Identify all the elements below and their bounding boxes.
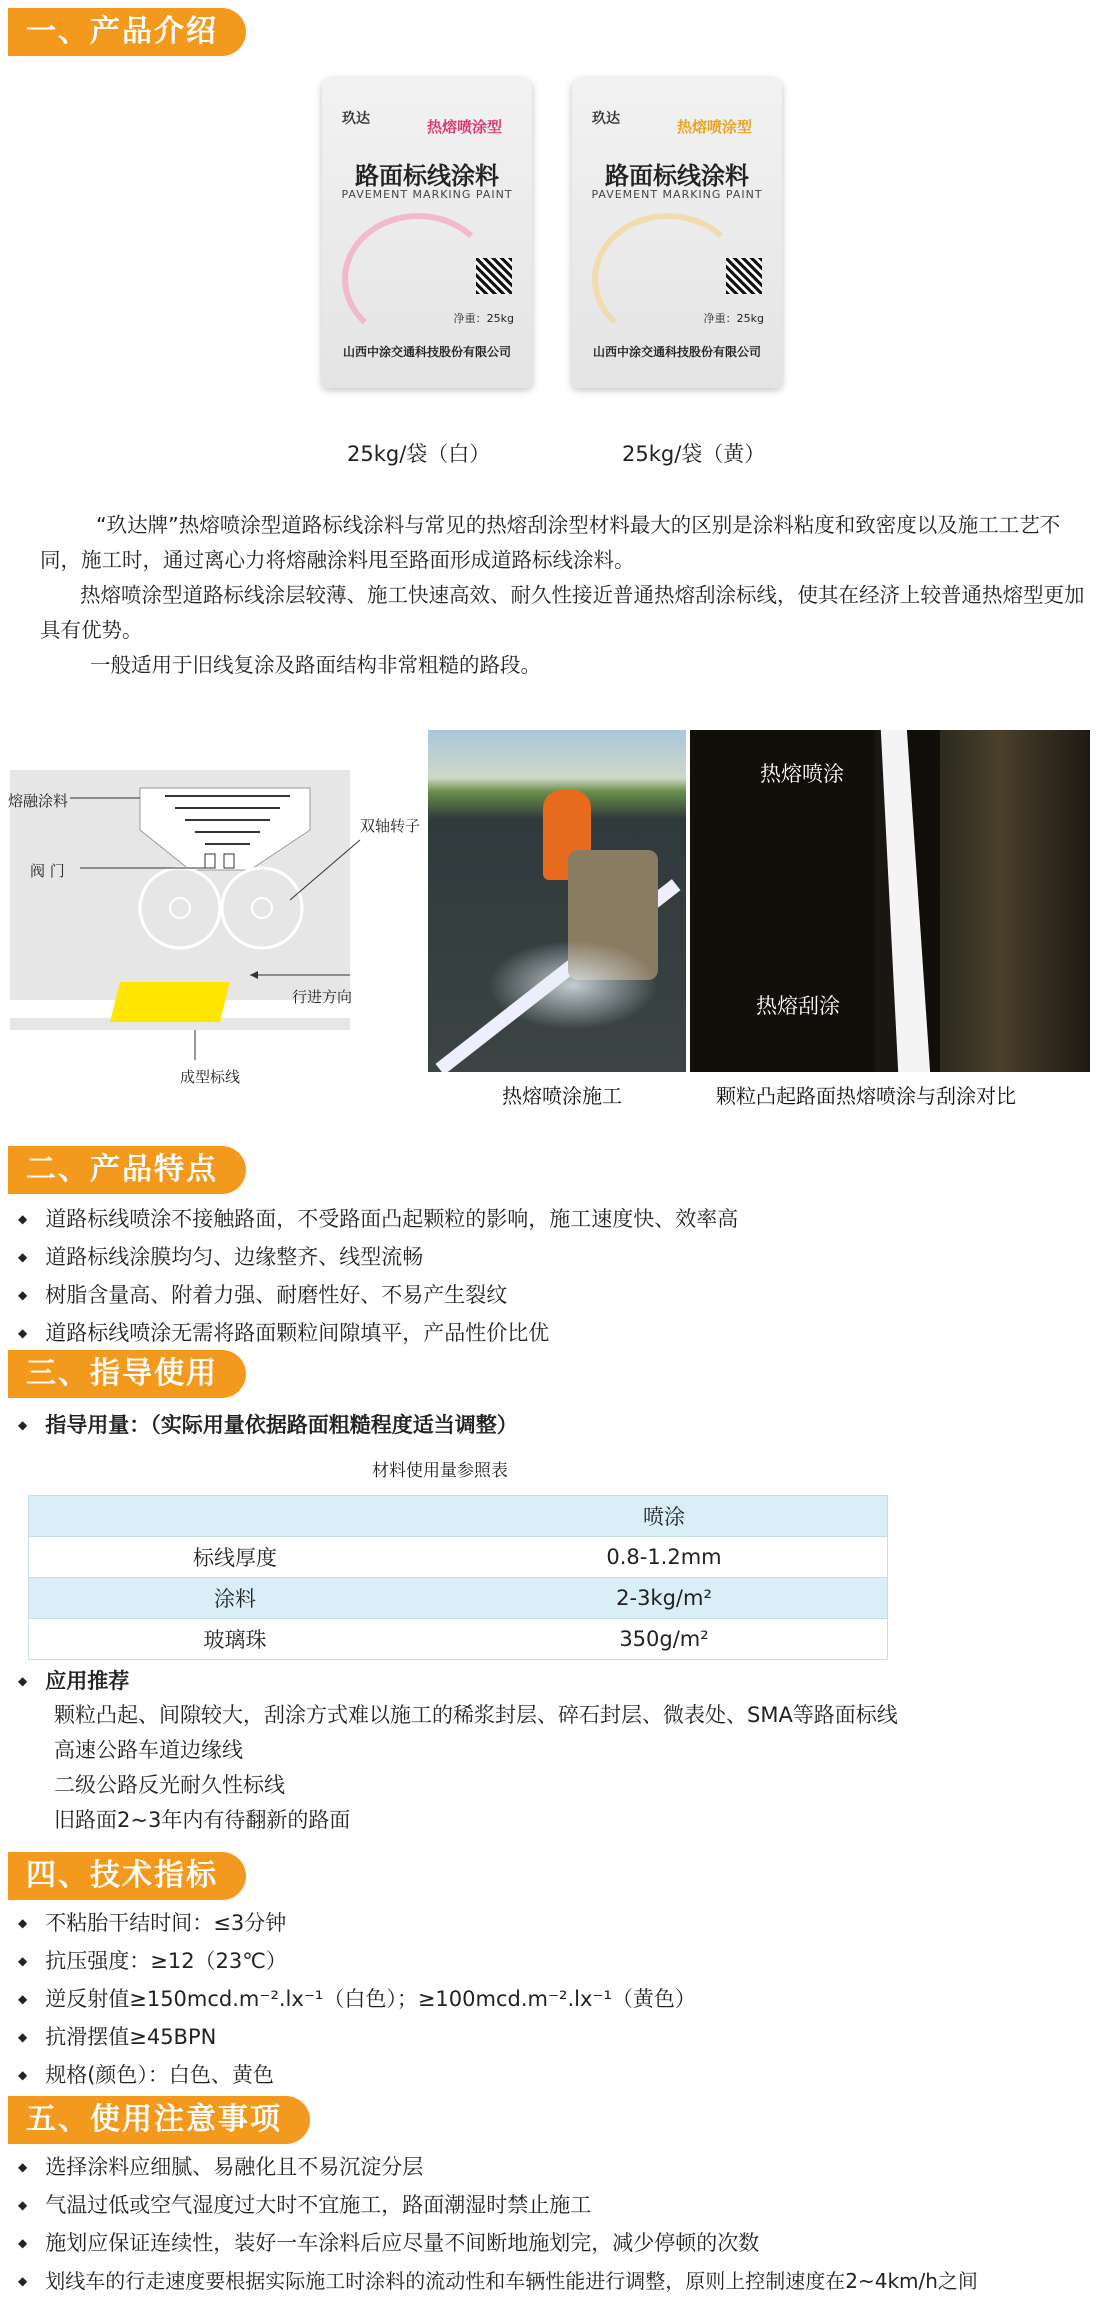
table-header-row <box>29 1496 888 1537</box>
notes-list <box>18 2150 1096 2302</box>
bag-company: 山西中涂交通科技股份有限公司 <box>592 345 761 359</box>
qr-code-icon <box>476 258 512 294</box>
bag-brand: 玖达 <box>342 111 370 127</box>
diagram-label-formed: 成型标线 <box>180 1068 241 1086</box>
diagram-label-direction: 行进方向 <box>292 988 353 1006</box>
table-row <box>29 1619 888 1660</box>
bag-subtitle: PAVEMENT MARKING PAINT <box>591 188 763 201</box>
feature-item: ◆ 道路标线喷涂无需将路面颗粒间隙填平，产品性价比优 <box>18 1316 738 1354</box>
diagram-label-rotor: 双轴转子 <box>360 817 421 835</box>
material-usage-table <box>28 1495 888 1660</box>
section-header-features: 二、产品特点 <box>8 1146 246 1194</box>
intro-paragraph-3: 一般适用于旧线复涂及路面结构非常粗糙的路段。 <box>90 653 541 677</box>
table-header-cell <box>29 1496 442 1537</box>
table-row <box>29 1537 888 1578</box>
recommend-item: 二级公路反光耐久性标线 <box>54 1773 285 1797</box>
spec-item: ◆ 不粘胎干结时间：≤3分钟 <box>18 1906 696 1944</box>
section-header-notes: 五、使用注意事项 <box>8 2096 310 2144</box>
guardrail <box>940 730 1090 1072</box>
intro-paragraph-2: 热熔喷涂型道路标线涂层较薄、施工快速高效、耐久性接近普通热熔刮涂标线，使其在经济上较普通热熔型更加具有优势。 <box>40 583 1085 642</box>
comparison-photo <box>690 730 1090 1072</box>
spec-list <box>18 1906 696 2096</box>
table-cell: 0.8-1.2mm <box>441 1537 888 1578</box>
recommend-item: 旧路面2~3年内有待翻新的路面 <box>54 1808 351 1832</box>
bag-title: 路面标线涂料 <box>355 162 499 190</box>
construction-photo <box>428 730 686 1072</box>
product-bag-white <box>322 78 532 388</box>
bag-tag: 热熔喷涂型 <box>427 118 503 136</box>
note-item: ◆ 选择涂料应细腻、易融化且不易沉淀分层 <box>18 2150 1096 2188</box>
bag-caption-yellow: 25kg/袋（黄） <box>622 442 766 466</box>
table-header-cell: 喷涂 <box>441 1496 888 1537</box>
note-item: ◆ 划线车的行走速度要根据实际施工时涂料的流动性和车辆性能进行调整，原则上控制速度在2~4km/h之间 <box>18 2264 1096 2302</box>
recommend-item: 颗粒凸起、间隙较大，刮涂方式难以施工的稀浆封层、碎石封层、微表处、SMA等路面标线 <box>54 1703 898 1727</box>
spec-item: ◆ 抗滑摆值≥45BPN <box>18 2020 696 2058</box>
diagram-label-melt: 熔融涂料 <box>8 792 69 810</box>
product-bag-yellow <box>572 78 782 388</box>
spray-machine-diagram <box>0 760 420 1090</box>
section-header-usage: 三、指导使用 <box>8 1350 246 1398</box>
spec-item: ◆ 规格(颜色）：白色、黄色 <box>18 2058 696 2096</box>
dosage-title: ◆ 指导用量：（实际用量依据路面粗糙程度适当调整） <box>18 1408 518 1446</box>
spray-mist <box>488 940 658 1030</box>
feature-item: ◆ 道路标线涂膜均匀、边缘整齐、线型流畅 <box>18 1240 738 1278</box>
table-cell: 标线厚度 <box>29 1537 442 1578</box>
feature-list <box>18 1202 738 1354</box>
bag-brand: 玖达 <box>592 111 620 127</box>
intro-paragraph-1: “玖达牌”热熔喷涂型道路标线涂料与常见的热熔刮涂型材料最大的区别是涂料粘度和致密度以及施工工艺不同，施工时，通过离心力将熔融涂料甩至路面形成道路标线涂料。 <box>40 513 1061 572</box>
bag-tag: 热熔喷涂型 <box>677 118 753 136</box>
recommend-item: 高速公路车道边缘线 <box>54 1738 243 1762</box>
label-scrape: 热熔刮涂 <box>756 994 840 1018</box>
bag-company: 山西中涂交通科技股份有限公司 <box>342 345 511 359</box>
table-title: 材料使用量参照表 <box>372 1461 508 1481</box>
bag-net-weight: 净重：25kg <box>703 312 764 325</box>
bag-subtitle: PAVEMENT MARKING PAINT <box>341 188 513 201</box>
feature-item: ◆ 树脂含量高、附着力强、耐磨性好、不易产生裂纹 <box>18 1278 738 1316</box>
section-header-intro: 一、产品介绍 <box>8 8 246 56</box>
table-cell: 2-3kg/m² <box>441 1578 888 1619</box>
table-cell: 玻璃珠 <box>29 1619 442 1660</box>
spec-item: ◆ 抗压强度：≥12（23℃） <box>18 1944 696 1982</box>
table-cell: 涂料 <box>29 1578 442 1619</box>
feature-item: ◆ 道路标线喷涂不接触路面，不受路面凸起颗粒的影响，施工速度快、效率高 <box>18 1202 738 1240</box>
comparison-caption: 颗粒凸起路面热熔喷涂与刮涂对比 <box>716 1084 1016 1108</box>
diagram-label-valve: 阀 门 <box>30 862 65 880</box>
section-header-specs: 四、技术指标 <box>8 1852 246 1900</box>
bag-net-weight: 净重：25kg <box>453 312 514 325</box>
note-item: ◆ 气温过低或空气湿度过大时不宜施工，路面潮湿时禁止施工 <box>18 2188 1096 2226</box>
recommend-title: ◆ 应用推荐 <box>18 1664 129 1702</box>
bag-title: 路面标线涂料 <box>605 162 749 190</box>
qr-code-icon <box>726 258 762 294</box>
table-cell: 350g/m² <box>441 1619 888 1660</box>
table-row <box>29 1578 888 1619</box>
spec-item: ◆ 逆反射值≥150mcd.m⁻².lx⁻¹（白色）；≥100mcd.m⁻².lx⁻¹（黄色） <box>18 1982 696 2020</box>
bag-caption-white: 25kg/袋（白） <box>347 442 491 466</box>
note-item: ◆ 施划应保证连续性，装好一车涂料后应尽量不间断地施划完，减少停顿的次数 <box>18 2226 1096 2264</box>
construction-caption: 热熔喷涂施工 <box>502 1084 622 1108</box>
label-spray: 热熔喷涂 <box>760 762 844 786</box>
